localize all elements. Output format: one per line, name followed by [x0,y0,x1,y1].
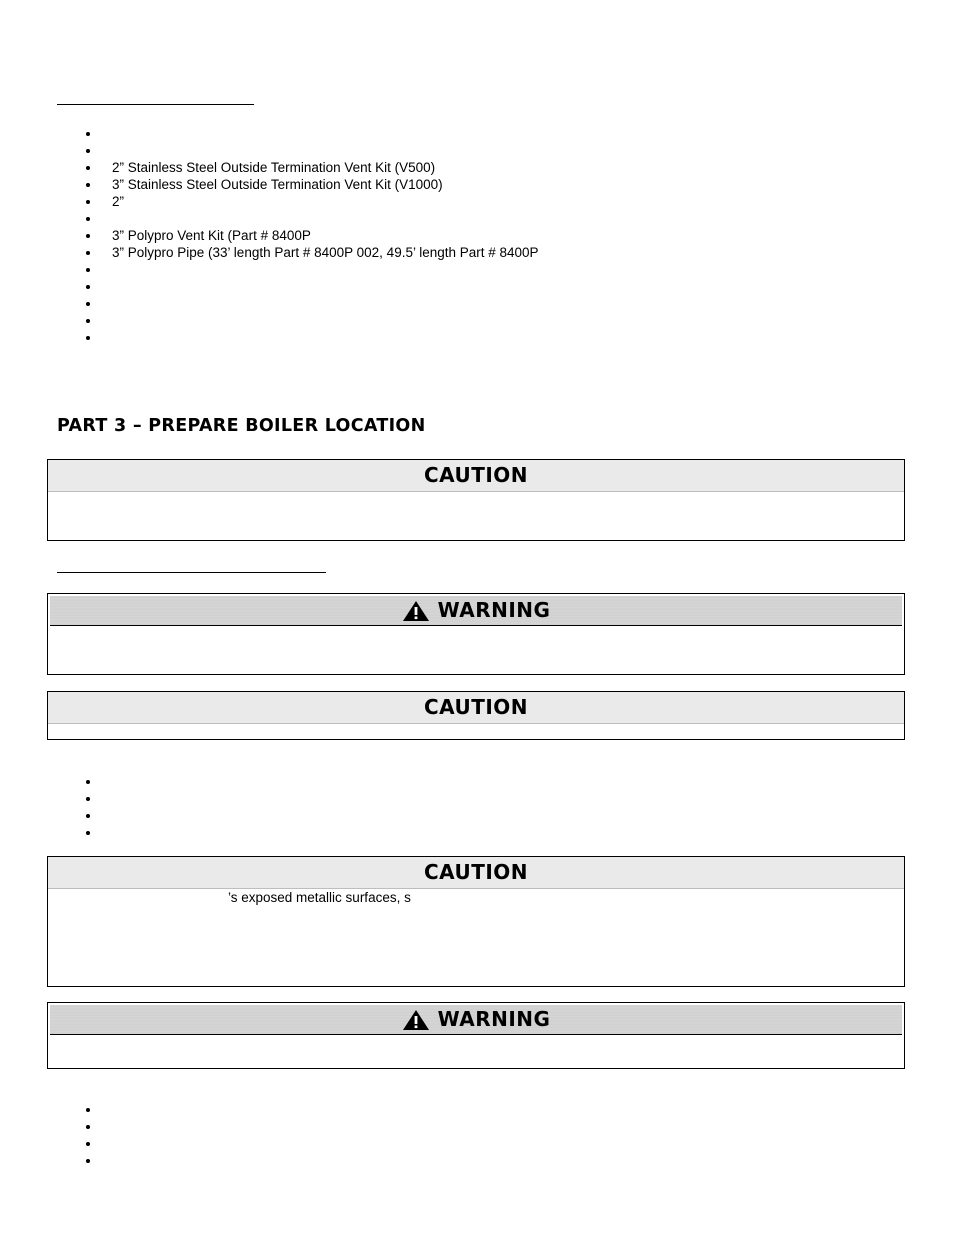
list-item [86,824,112,841]
list-item [86,1135,112,1152]
list-item [86,1101,112,1118]
part-3-heading: PART 3 – PREPARE BOILER LOCATION [57,416,426,436]
list-item: 3” Stainless Steel Outside Termination Vent Kit (V1000) [86,176,539,193]
caution-title: CAUTION [48,857,904,889]
caution-title: CAUTION [48,692,904,724]
list-item [86,329,539,346]
list-item [86,142,539,159]
list-item: 3” Polypro Vent Kit (Part # 8400P [86,227,539,244]
list-item [86,790,112,807]
list-item: 3” Polypro Pipe (33’ length Part # 8400P 002, 49.5’ length Part # 8400P [86,244,539,261]
warning-title-bar [50,596,902,626]
warning-title: WARNING [437,1007,551,1031]
warning-box [47,1002,905,1069]
list-item [86,261,539,278]
caution-box [47,459,905,541]
caution-body-text: ’s exposed metallic surfaces, s [228,890,411,905]
caution-box [47,856,905,987]
list-item [86,210,539,227]
caution-body [48,889,904,987]
list-item [86,773,112,790]
warning-triangle-icon [402,1009,430,1031]
parts-list [86,125,539,346]
section-heading-underline [57,104,254,105]
location-list [86,773,112,841]
warning-box [47,593,905,675]
list-item [86,125,539,142]
warning-title: WARNING [437,598,551,622]
list-item [86,1152,112,1169]
warning-title-bar [50,1005,902,1035]
caution-box [47,691,905,740]
list-item [86,312,539,329]
warning-triangle-icon [402,600,430,622]
final-list [86,1101,112,1169]
caution-title: CAUTION [48,460,904,492]
list-item: 2” [86,193,539,210]
subsection-heading-underline [57,572,326,573]
list-item [86,1118,112,1135]
list-item [86,278,539,295]
list-item [86,295,539,312]
list-item: 2” Stainless Steel Outside Termination Vent Kit (V500) [86,159,539,176]
list-item [86,807,112,824]
